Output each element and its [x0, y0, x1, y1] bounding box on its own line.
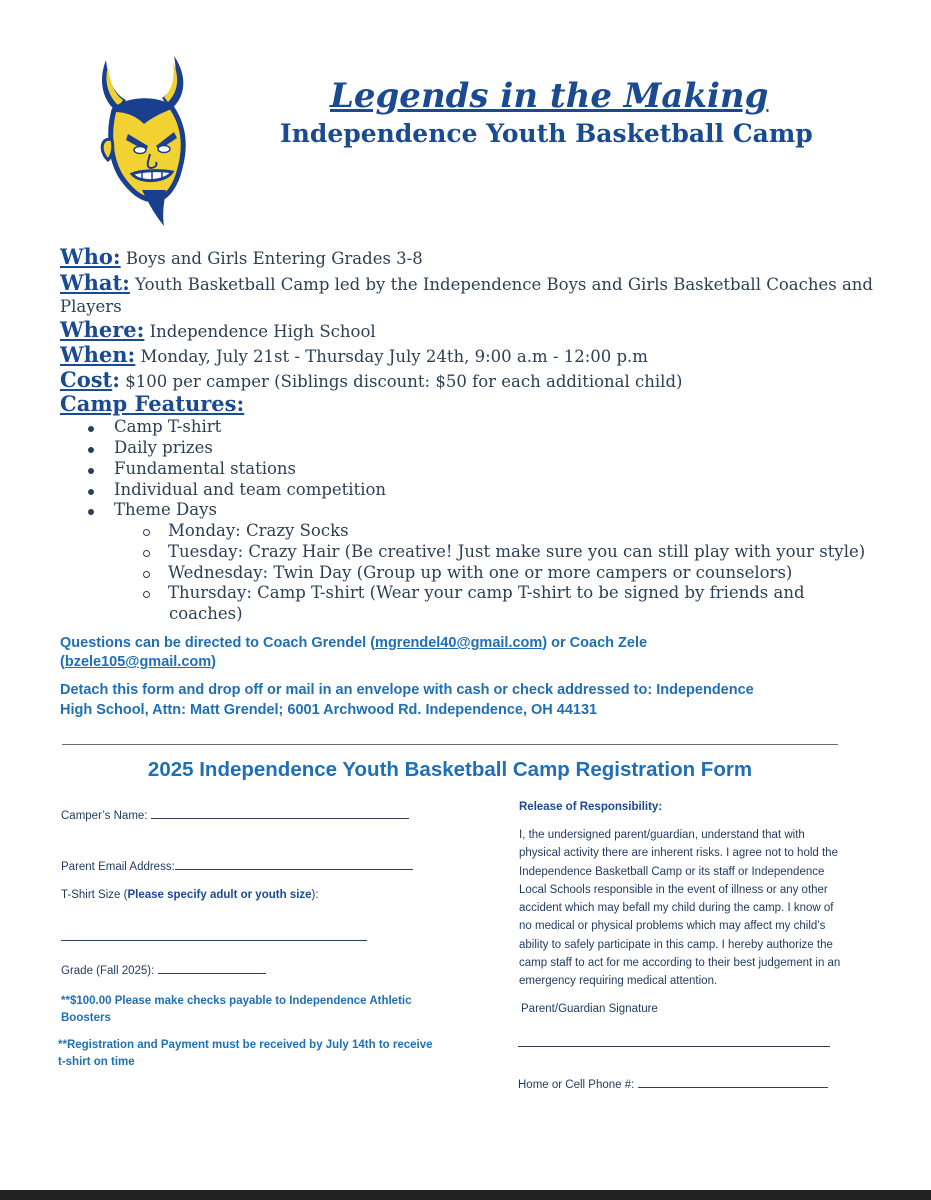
- detach-line-1: Detach this form and drop off or mail in an envelope with cash or check addressed to: Independence: [60, 682, 754, 698]
- list-item: Monday: Crazy Socks: [143, 521, 349, 540]
- list-item: Individual and team competition: [88, 480, 386, 499]
- email-link-grendel[interactable]: mgrendel40@gmail.com: [375, 635, 543, 651]
- sub-bullet-icon: [143, 550, 150, 557]
- where-row: [60, 317, 376, 342]
- signature-label: Parent/Guardian Signature: [521, 1003, 658, 1015]
- cost-value: $100 per camper (Siblings discount: $50 for each additional child): [125, 372, 683, 391]
- grade-field[interactable]: Grade (Fall 2025):: [61, 962, 266, 977]
- list-item-cont: coaches): [169, 604, 243, 623]
- who-value: Boys and Girls Entering Grades 3-8: [125, 249, 423, 268]
- page-title: Legends in the Making: [330, 76, 769, 116]
- deadline-note: **Registration and Payment must be received by July 14th to receive t-shirt on time: [58, 1039, 433, 1068]
- release-text: I, the undersigned parent/guardian, understand that with physical activity there are inherent risks. I agree not to hold the Independence Basketball Camp or its staff or Independence Local Schools responsible in the event of illness or any other accident which may befall my child during the camp. I know of no medical or physical problems which may affect my child’s ability to safely participate in this camp. I hereby authorize the camp staff to act for me according to their best judgement in an emergency requiring medical attention.: [519, 829, 841, 988]
- phone-field[interactable]: Home or Cell Phone #:: [518, 1076, 828, 1091]
- camper-name-line[interactable]: [151, 807, 409, 819]
- cost-colon: :: [112, 367, 121, 392]
- sub-bullet-icon: [143, 591, 150, 598]
- cost-label: Cost: [60, 367, 113, 392]
- bottom-edge-bar: [0, 1190, 931, 1200]
- cost-row: [60, 367, 682, 392]
- signature-line[interactable]: [518, 1046, 830, 1047]
- camp-features-heading: Camp Features:: [60, 391, 245, 416]
- bullet-icon: [88, 468, 94, 474]
- where-value: Independence High School: [149, 322, 376, 341]
- section-divider: [62, 744, 838, 745]
- who-row: [60, 244, 423, 269]
- blue-devil-mascot-icon: [92, 50, 197, 228]
- grade-line[interactable]: [158, 962, 266, 974]
- bullet-icon: [88, 509, 94, 515]
- bullet-icon: [88, 489, 94, 495]
- email-link-zele[interactable]: bzele105@gmail.com: [64, 654, 212, 670]
- page-subtitle: Independence Youth Basketball Camp: [280, 119, 813, 148]
- list-item: Theme Days: [88, 500, 217, 519]
- phone-line[interactable]: [638, 1076, 828, 1088]
- what-label: What:: [60, 270, 130, 295]
- parent-email-line[interactable]: [175, 858, 413, 870]
- bullet-icon: [88, 447, 94, 453]
- when-label: When:: [60, 342, 136, 367]
- questions-line: Questions can be directed to Coach Grendel (mgrendel40@gmail.com) or Coach Zele: [60, 635, 648, 651]
- what-value: Youth Basketball Camp led by the Independence Boys and Girls Basketball Coaches and: [135, 275, 873, 294]
- sub-bullet-icon: [143, 529, 150, 536]
- what-value-cont: Players: [60, 297, 122, 316]
- form-title: 2025 Independence Youth Basketball Camp Registration Form: [147, 758, 753, 781]
- list-item: Thursday: Camp T-shirt (Wear your camp T-shirt to be signed by friends and: [143, 583, 805, 602]
- list-item: Camp T-shirt: [88, 417, 221, 436]
- release-title: Release of Responsibility:: [519, 801, 663, 813]
- where-label: Where:: [60, 317, 145, 342]
- who-label: Who:: [60, 244, 121, 269]
- list-item: Tuesday: Crazy Hair (Be creative! Just make sure you can still play with your style): [143, 542, 865, 561]
- detach-line-2: High School, Attn: Matt Grendel; 6001 Archwood Rd. Independence, OH 44131: [60, 702, 598, 718]
- bullet-icon: [88, 426, 94, 432]
- questions-line-cont: (bzele105@gmail.com): [60, 654, 216, 670]
- checks-note: **$100.00 Please make checks payable to Independence Athletic Boosters: [61, 995, 412, 1024]
- when-value: Monday, July 21st - Thursday July 24th, 9:00 a.m - 12:00 p.m: [140, 347, 648, 366]
- when-row: [60, 342, 648, 367]
- tshirt-size-line[interactable]: [61, 940, 367, 941]
- camper-name-field[interactable]: Camper’s Name:: [61, 807, 409, 822]
- list-item: Fundamental stations: [88, 459, 296, 478]
- parent-email-field[interactable]: Parent Email Address:: [61, 858, 413, 873]
- tshirt-size-label: T-Shirt Size (Please specify adult or youth size):: [61, 889, 319, 901]
- list-item: Daily prizes: [88, 438, 213, 457]
- sub-bullet-icon: [143, 571, 150, 578]
- what-row: [60, 270, 873, 295]
- list-item: Wednesday: Twin Day (Group up with one or more campers or counselors): [143, 563, 792, 582]
